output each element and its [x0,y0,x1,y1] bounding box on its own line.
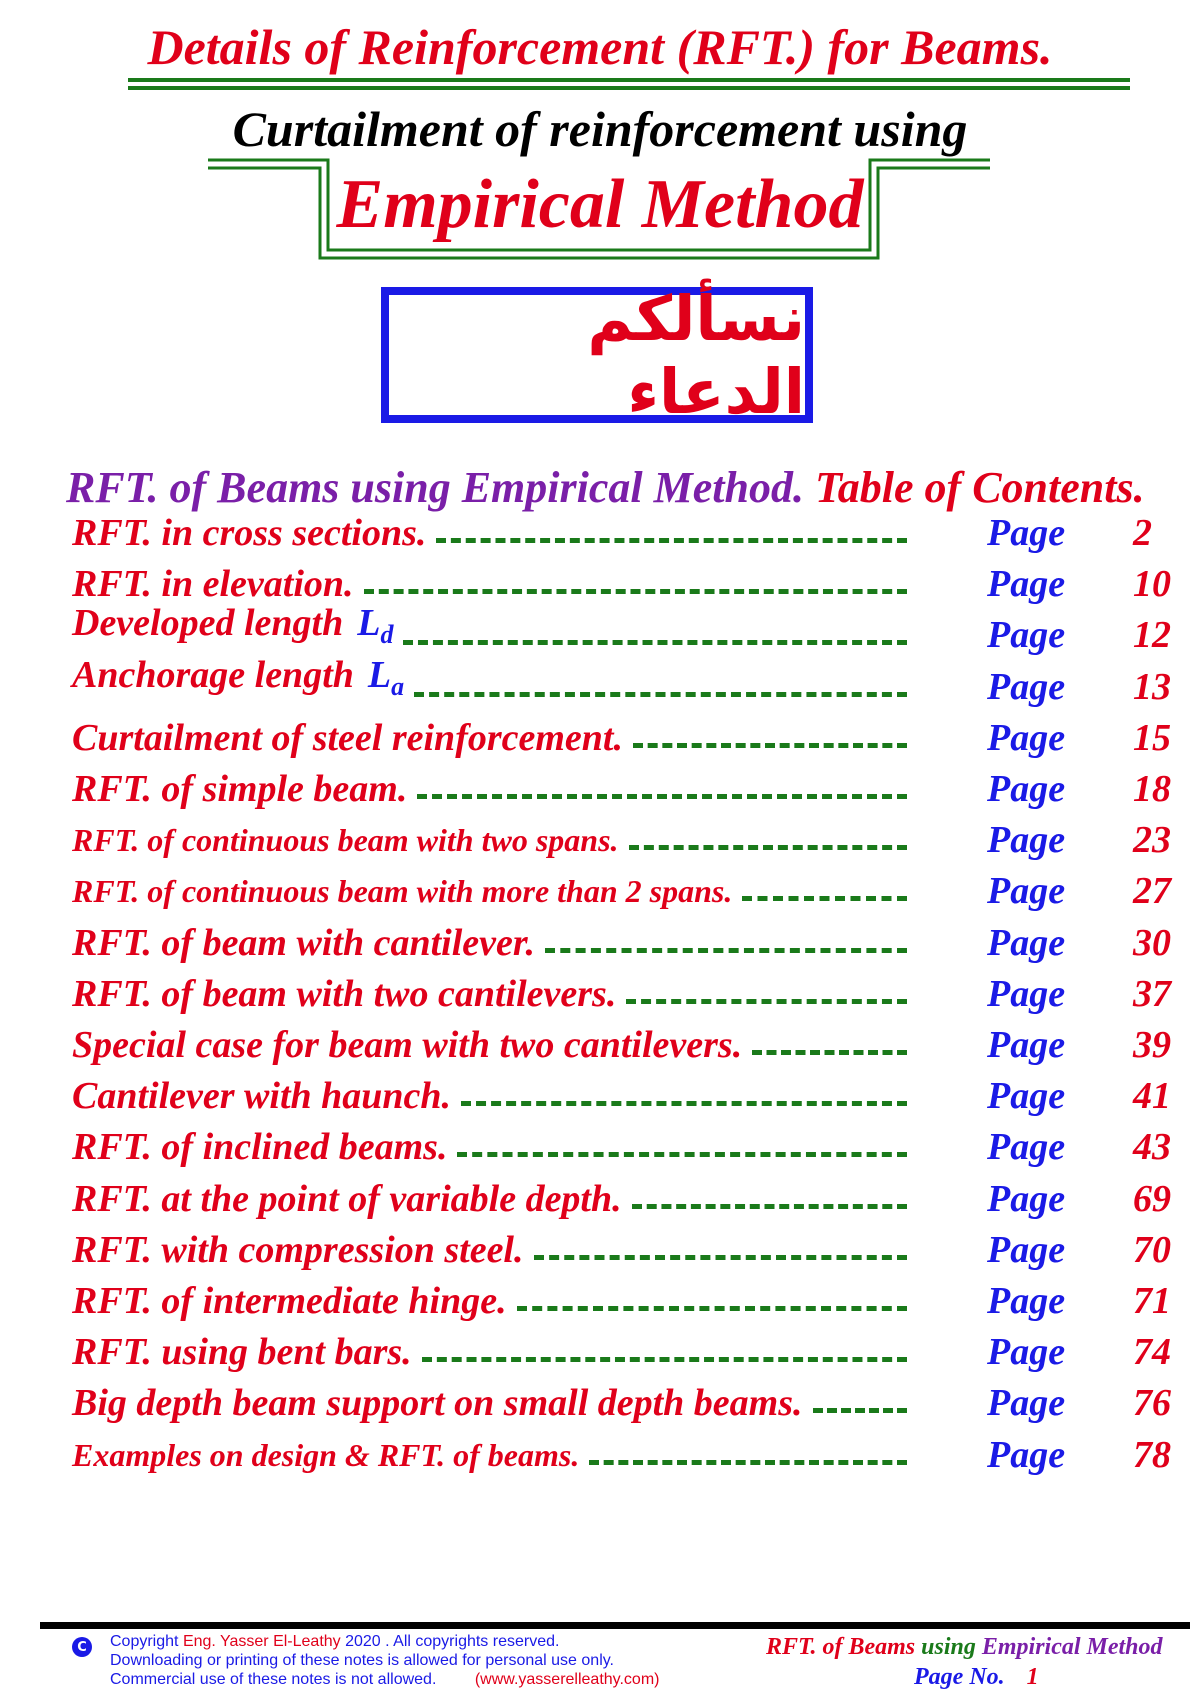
toc-entry-title-text: Anchorage length [72,654,354,696]
toc-entry[interactable] [72,1276,1171,1330]
toc-dash-leader [422,1357,907,1367]
toc-page-number: 69 [1133,1178,1171,1220]
toc-page-number: 41 [1133,1075,1171,1117]
toc-entry-title-text: RFT. with compression steel. [72,1229,524,1271]
toc-entry-title [72,1436,579,1474]
footer-doc-title-part3: Empirical Method [981,1634,1163,1660]
toc-entry[interactable] [72,654,1171,716]
toc-entry-title [72,1077,451,1115]
toc-page-number: 74 [1133,1331,1171,1373]
toc-page-number: 2 [1133,512,1152,554]
footer-page-label: Page No. [914,1664,1005,1690]
toc-entry[interactable] [72,713,1171,767]
toc-page-label: Page [987,1331,1066,1373]
toc-entry[interactable] [72,1225,1171,1279]
arabic-prayer-box [381,282,813,428]
toc-entry[interactable] [72,1327,1171,1381]
toc-entry-title [72,565,354,603]
toc-entry-title-text: RFT. of intermediate hinge. [72,1280,507,1322]
toc-entry-title-text: RFT. of continuous beam with more than 2 spans. [72,873,733,909]
toc-page-label: Page [987,819,1066,861]
footer-commercial-notice: Commercial use of these notes is not allowed. [110,1671,437,1688]
toc-page-number: 30 [1133,922,1171,964]
toc-heading [66,462,1186,513]
subtitle: Curtailment of reinforcement using [232,101,968,157]
toc-dash-leader [545,948,907,958]
toc-dash-leader [629,845,907,855]
toc-entry-title-text: RFT. in cross sections. [72,512,427,554]
toc-dash-leader [633,743,907,753]
toc-entry[interactable] [72,1071,1171,1125]
toc-entry-title-text: Special case for beam with two cantilevers. [72,1024,743,1066]
toc-dash-leader [752,1050,907,1060]
toc-heading-subject: RFT. of Beams using Empirical Method. [66,463,804,512]
toc-entry-title-text: Curtailment of steel reinforcement. [72,717,623,759]
toc-page-number: 70 [1133,1229,1171,1271]
footer-doc-title-part1: RFT. of Beams [766,1634,916,1660]
toc-entry-title [72,1180,622,1218]
toc-entry[interactable] [72,508,1152,562]
toc-entry[interactable] [72,969,1171,1023]
toc-entry-title-text: RFT. of simple beam. [72,768,408,810]
footer-line-1 [110,1633,559,1651]
toc-page-label: Page [987,922,1066,964]
toc-page-number: 27 [1133,870,1171,912]
toc-entry[interactable] [72,1020,1171,1074]
toc-page-label: Page [987,870,1066,912]
toc-entry-title-text: RFT. of inclined beams. [72,1126,448,1168]
toc-dash-leader [414,692,907,702]
toc-entry[interactable] [72,918,1171,972]
toc-entry-title [72,1333,412,1371]
toc-dash-leader [461,1101,907,1111]
length-symbol-letter: L [367,654,392,696]
length-symbol-subscript: a [391,672,405,701]
toc-entry-title-text: RFT. of beam with two cantilevers. [72,973,617,1015]
toc-dash-leader [517,1306,907,1316]
method-title: Empirical Method [336,166,864,243]
copyright-year: 2020 . All copyrights reserved. [345,1633,560,1650]
toc-page-label: Page [987,563,1066,605]
toc-entry-title [72,770,407,808]
toc-dash-leader [364,589,907,599]
toc-page-number: 39 [1133,1024,1171,1066]
footer-doc-title-part2: using [921,1634,976,1660]
toc-page-label: Page [987,1024,1066,1066]
toc-entry-title [72,975,616,1013]
toc-entry-title [72,821,619,859]
toc-page-label: Page [987,1434,1066,1476]
toc-entry-title-text: Developed length [72,602,344,644]
toc-entry-title [72,1128,447,1166]
toc-entry-title-text: RFT. in elevation. [72,563,354,605]
toc-page-number: 15 [1133,717,1171,759]
toc-page-label: Page [987,614,1066,656]
footer-line-2: Downloading or printing of these notes is allowed for personal use only. [110,1652,614,1669]
toc-entry-title [72,1282,507,1320]
document-title: Details of Reinforcement (RFT.) for Beams. [147,19,1053,75]
toc-entry[interactable] [72,1122,1171,1176]
toc-entry-title-text: Cantilever with haunch. [72,1075,452,1117]
toc-entry-title [72,514,426,552]
toc-entry-title-text: RFT. at the point of variable depth. [72,1178,622,1220]
toc-entry-title-text: RFT. using bent bars. [72,1331,412,1373]
toc-entry[interactable] [72,866,1171,920]
copyright-icon: C [72,1637,92,1657]
toc-entry-title-text: RFT. of beam with cantilever. [72,922,536,964]
toc-entry[interactable] [72,764,1171,818]
toc-page-label: Page [987,973,1066,1015]
arabic-prayer-text: نسألكم الدعاء [587,282,805,428]
toc-page-number: 43 [1133,1126,1171,1168]
toc-entry-title [72,872,732,910]
toc-page-number: 76 [1133,1382,1171,1424]
footer-line-3 [110,1671,659,1689]
length-symbol-letter: L [357,602,381,644]
toc-entry-title [72,1384,803,1422]
toc-entry-title-text: Big depth beam support on small depth beams. [72,1382,803,1424]
toc-entry[interactable] [72,1430,1171,1484]
toc-entry-title-text: RFT. of continuous beam with two spans. [72,822,619,858]
toc-page-number: 18 [1133,768,1171,810]
toc-page-number: 12 [1133,614,1171,656]
toc-entry-title-text: Examples on design & RFT. of beams. [72,1437,580,1473]
copyright-prefix: Copyright [110,1633,179,1650]
title-underline-top [128,78,1130,82]
toc-page-label: Page [987,1126,1066,1168]
toc-page-label: Page [987,717,1066,759]
toc-dash-leader [417,794,907,804]
toc-page-label: Page [987,768,1066,810]
toc-page-label: Page [987,1229,1066,1271]
toc-entry[interactable] [72,1174,1171,1228]
toc-page-label: Page [987,1382,1066,1424]
toc-heading-label: Table of Contents. [814,463,1145,512]
toc-entry-title [72,1026,742,1064]
footer-page-number [914,1664,1039,1691]
toc-entry-title [72,656,404,706]
toc-page-label: Page [987,1075,1066,1117]
toc-page-label: Page [987,512,1066,554]
footer-website: (www.yasserelleathy.com) [474,1671,660,1688]
toc-entry-title [72,1231,524,1269]
toc-dash-leader [626,999,907,1009]
toc-dash-leader [534,1255,907,1265]
toc-page-number: 71 [1133,1280,1171,1322]
copyright-author: Eng. Yasser El-Leathy [182,1633,341,1650]
toc-entry[interactable] [72,1378,1171,1432]
toc-page-label: Page [987,1280,1066,1322]
toc-dash-leader [813,1408,907,1418]
toc-entry-title [72,604,393,654]
footer-page-value: 1 [1026,1664,1039,1690]
toc-page-number: 37 [1133,973,1171,1015]
title-underline-bottom [128,86,1130,90]
length-symbol [357,602,394,649]
toc-dash-leader [436,538,907,548]
toc-dash-leader [403,640,907,650]
toc-page-number: 78 [1133,1434,1171,1476]
length-symbol [367,654,405,701]
toc-entry-title [72,924,535,962]
toc-dash-leader [742,896,907,906]
length-symbol-subscript: d [380,620,394,649]
footer-doc-title [766,1634,1163,1661]
toc-page-label: Page [987,666,1066,708]
footer-rule [40,1622,1190,1629]
toc-page-number: 13 [1133,666,1171,708]
toc-entry[interactable] [72,815,1171,869]
toc-dash-leader [589,1460,907,1470]
toc-entry-title [72,719,623,757]
toc-page-number: 23 [1133,819,1171,861]
toc-dash-leader [632,1204,907,1214]
toc-page-label: Page [987,1178,1066,1220]
toc-dash-leader [457,1152,907,1162]
toc-page-number: 10 [1133,563,1171,605]
